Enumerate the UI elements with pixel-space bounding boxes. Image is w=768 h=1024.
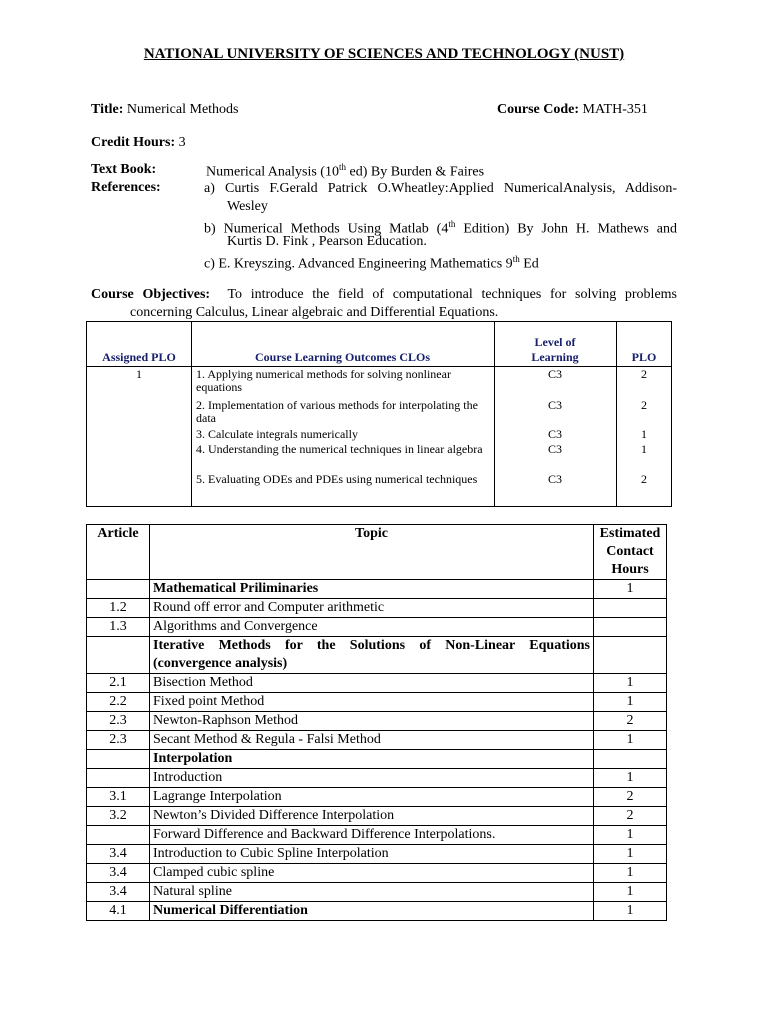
clo-header-plo: PLO [631,350,657,364]
clo-level-2: C3 [547,398,562,412]
article-cell: 3.4 [87,883,150,902]
topic-cell: Introduction [150,769,594,788]
credit-hours-label: Credit Hours: [91,135,176,150]
clo-table [86,321,672,507]
hours-cell [594,750,667,769]
hours-cell: 2 [594,712,667,731]
course-code-label: Course Code: [497,102,580,117]
clo-level-1: C3 [547,367,562,381]
table-row [87,902,667,921]
hours-cell [594,599,667,618]
clo-plo-3: 1 [641,427,647,441]
hours-cell [594,637,667,674]
clo-plo-2: 2 [641,398,647,412]
clo-header-level: Level of Learning [531,335,579,364]
references-label: References: [91,180,161,195]
article-cell [87,750,150,769]
reference-b-cont: Kurtis D. Fink , Pearson Education. [227,234,427,249]
hours-cell: 1 [594,674,667,693]
clo-row-1: 1. Applying numerical methods for solving nonlinear equations [196,367,451,394]
topic-cell: Mathematical Priliminaries [150,580,594,599]
hours-cell: 2 [594,788,667,807]
topic-cell: Interpolation [150,750,594,769]
hours-cell: 2 [594,807,667,826]
hours-cell: 1 [594,731,667,750]
clo-level-5: C3 [547,472,562,486]
topic-cell: Introduction to Cubic Spline Interpolation [150,845,594,864]
hours-cell: 1 [594,864,667,883]
clo-plo-4: 1 [641,442,647,456]
table-row [87,599,667,618]
clo-plo-1: 2 [641,367,647,381]
table-row [87,637,667,674]
article-cell [87,637,150,674]
article-cell: 1.2 [87,599,150,618]
article-cell: 3.4 [87,845,150,864]
article-cell: 2.3 [87,731,150,750]
table-row [87,769,667,788]
clo-row-5: 5. Evaluating ODEs and PDEs using numerical techniques [196,472,478,486]
reference-a-cont: Wesley [227,199,268,214]
clo-row-3: 3. Calculate integrals numerically [196,427,358,441]
topic-cell: Numerical Differentiation [150,902,594,921]
article-cell: 2.2 [87,693,150,712]
course-objectives: Course Objectives: To introduce the field of computational techniques for solving problems [91,287,678,302]
hours-cell: 1 [594,769,667,788]
article-cell [87,580,150,599]
clo-row-2: 2. Implementation of various methods for interpolating the data [196,398,478,425]
course-title: Numerical Methods [126,102,239,117]
reference-c: c) E. Kreyszing. Advanced Engineering Mathematics 9th Ed [204,254,539,272]
clo-level-3: C3 [547,427,562,441]
credit-hours-line [91,135,186,151]
course-objectives-cont: concerning Calculus, Linear algebraic and Differential Equations. [130,305,499,320]
hours-cell [594,618,667,637]
table-row [87,750,667,769]
article-cell [87,769,150,788]
table-row [87,580,667,599]
credit-hours: 3 [178,135,186,150]
header-article: Article [87,525,150,580]
table-row [87,618,667,637]
topic-cell: Secant Method & Regula - Falsi Method [150,731,594,750]
table-row [87,674,667,693]
textbook-label: Text Book: [91,162,157,177]
hours-cell: 1 [594,902,667,921]
table-row [87,845,667,864]
topic-cell: Newton’s Divided Difference Interpolation [150,807,594,826]
title-label: Title: [91,102,124,117]
article-cell: 2.1 [87,674,150,693]
topic-cell: Fixed point Method [150,693,594,712]
topic-cell: Forward Difference and Backward Difference Interpolations. [150,826,594,845]
article-cell: 4.1 [87,902,150,921]
clo-assigned-plo: 1 [136,367,142,381]
hours-cell: 1 [594,883,667,902]
hours-cell: 1 [594,826,667,845]
hours-cell: 1 [594,580,667,599]
article-cell: 3.1 [87,788,150,807]
table-row [87,693,667,712]
article-cell [87,826,150,845]
topics-header-row [87,525,667,580]
clo-plo-5: 2 [641,472,647,486]
article-cell: 3.4 [87,864,150,883]
table-row [87,788,667,807]
reference-b: b) Numerical Methods Using Matlab (4th Edition) By John H. Mathews and [204,219,677,237]
table-row [87,712,667,731]
table-row [87,807,667,826]
table-row [87,864,667,883]
topic-cell: Round off error and Computer arithmetic [150,599,594,618]
course-title-line [91,102,239,118]
header-topic: Topic [150,525,594,580]
article-cell: 2.3 [87,712,150,731]
course-code: MATH-351 [582,102,648,117]
clo-row-4: 4. Understanding the numerical techniques in linear algebra [196,442,483,456]
topic-cell: Iterative Methods for the Solutions of Non-Linear Equations (convergence analysis) [150,637,594,674]
table-row [87,731,667,750]
topic-cell: Natural spline [150,883,594,902]
topic-cell: Newton-Raphson Method [150,712,594,731]
article-cell: 3.2 [87,807,150,826]
topics-table [86,524,667,921]
hours-cell: 1 [594,845,667,864]
clo-header-clos: Course Learning Outcomes CLOs [255,350,430,364]
topic-cell: Clamped cubic spline [150,864,594,883]
objectives-label: Course Objectives: [91,287,211,302]
course-code-line [497,102,648,118]
hours-cell: 1 [594,693,667,712]
topic-cell: Algorithms and Convergence [150,618,594,637]
clo-header-assigned-plo: Assigned PLO [102,350,176,364]
header-hours: Estimated Contact Hours [594,525,667,580]
textbook: Numerical Analysis (10th ed) By Burden & Faires [206,162,485,180]
topic-cell: Lagrange Interpolation [150,788,594,807]
university-heading: NATIONAL UNIVERSITY OF SCIENCES AND TECHNOLOGY (NUST) [143,46,625,62]
topic-cell: Bisection Method [150,674,594,693]
table-row [87,826,667,845]
clo-level-4: C3 [547,442,562,456]
article-cell: 1.3 [87,618,150,637]
reference-a: a) Curtis F.Gerald Patrick O.Wheatley:Applied NumericalAnalysis, Addison- [204,181,677,196]
table-row [87,883,667,902]
